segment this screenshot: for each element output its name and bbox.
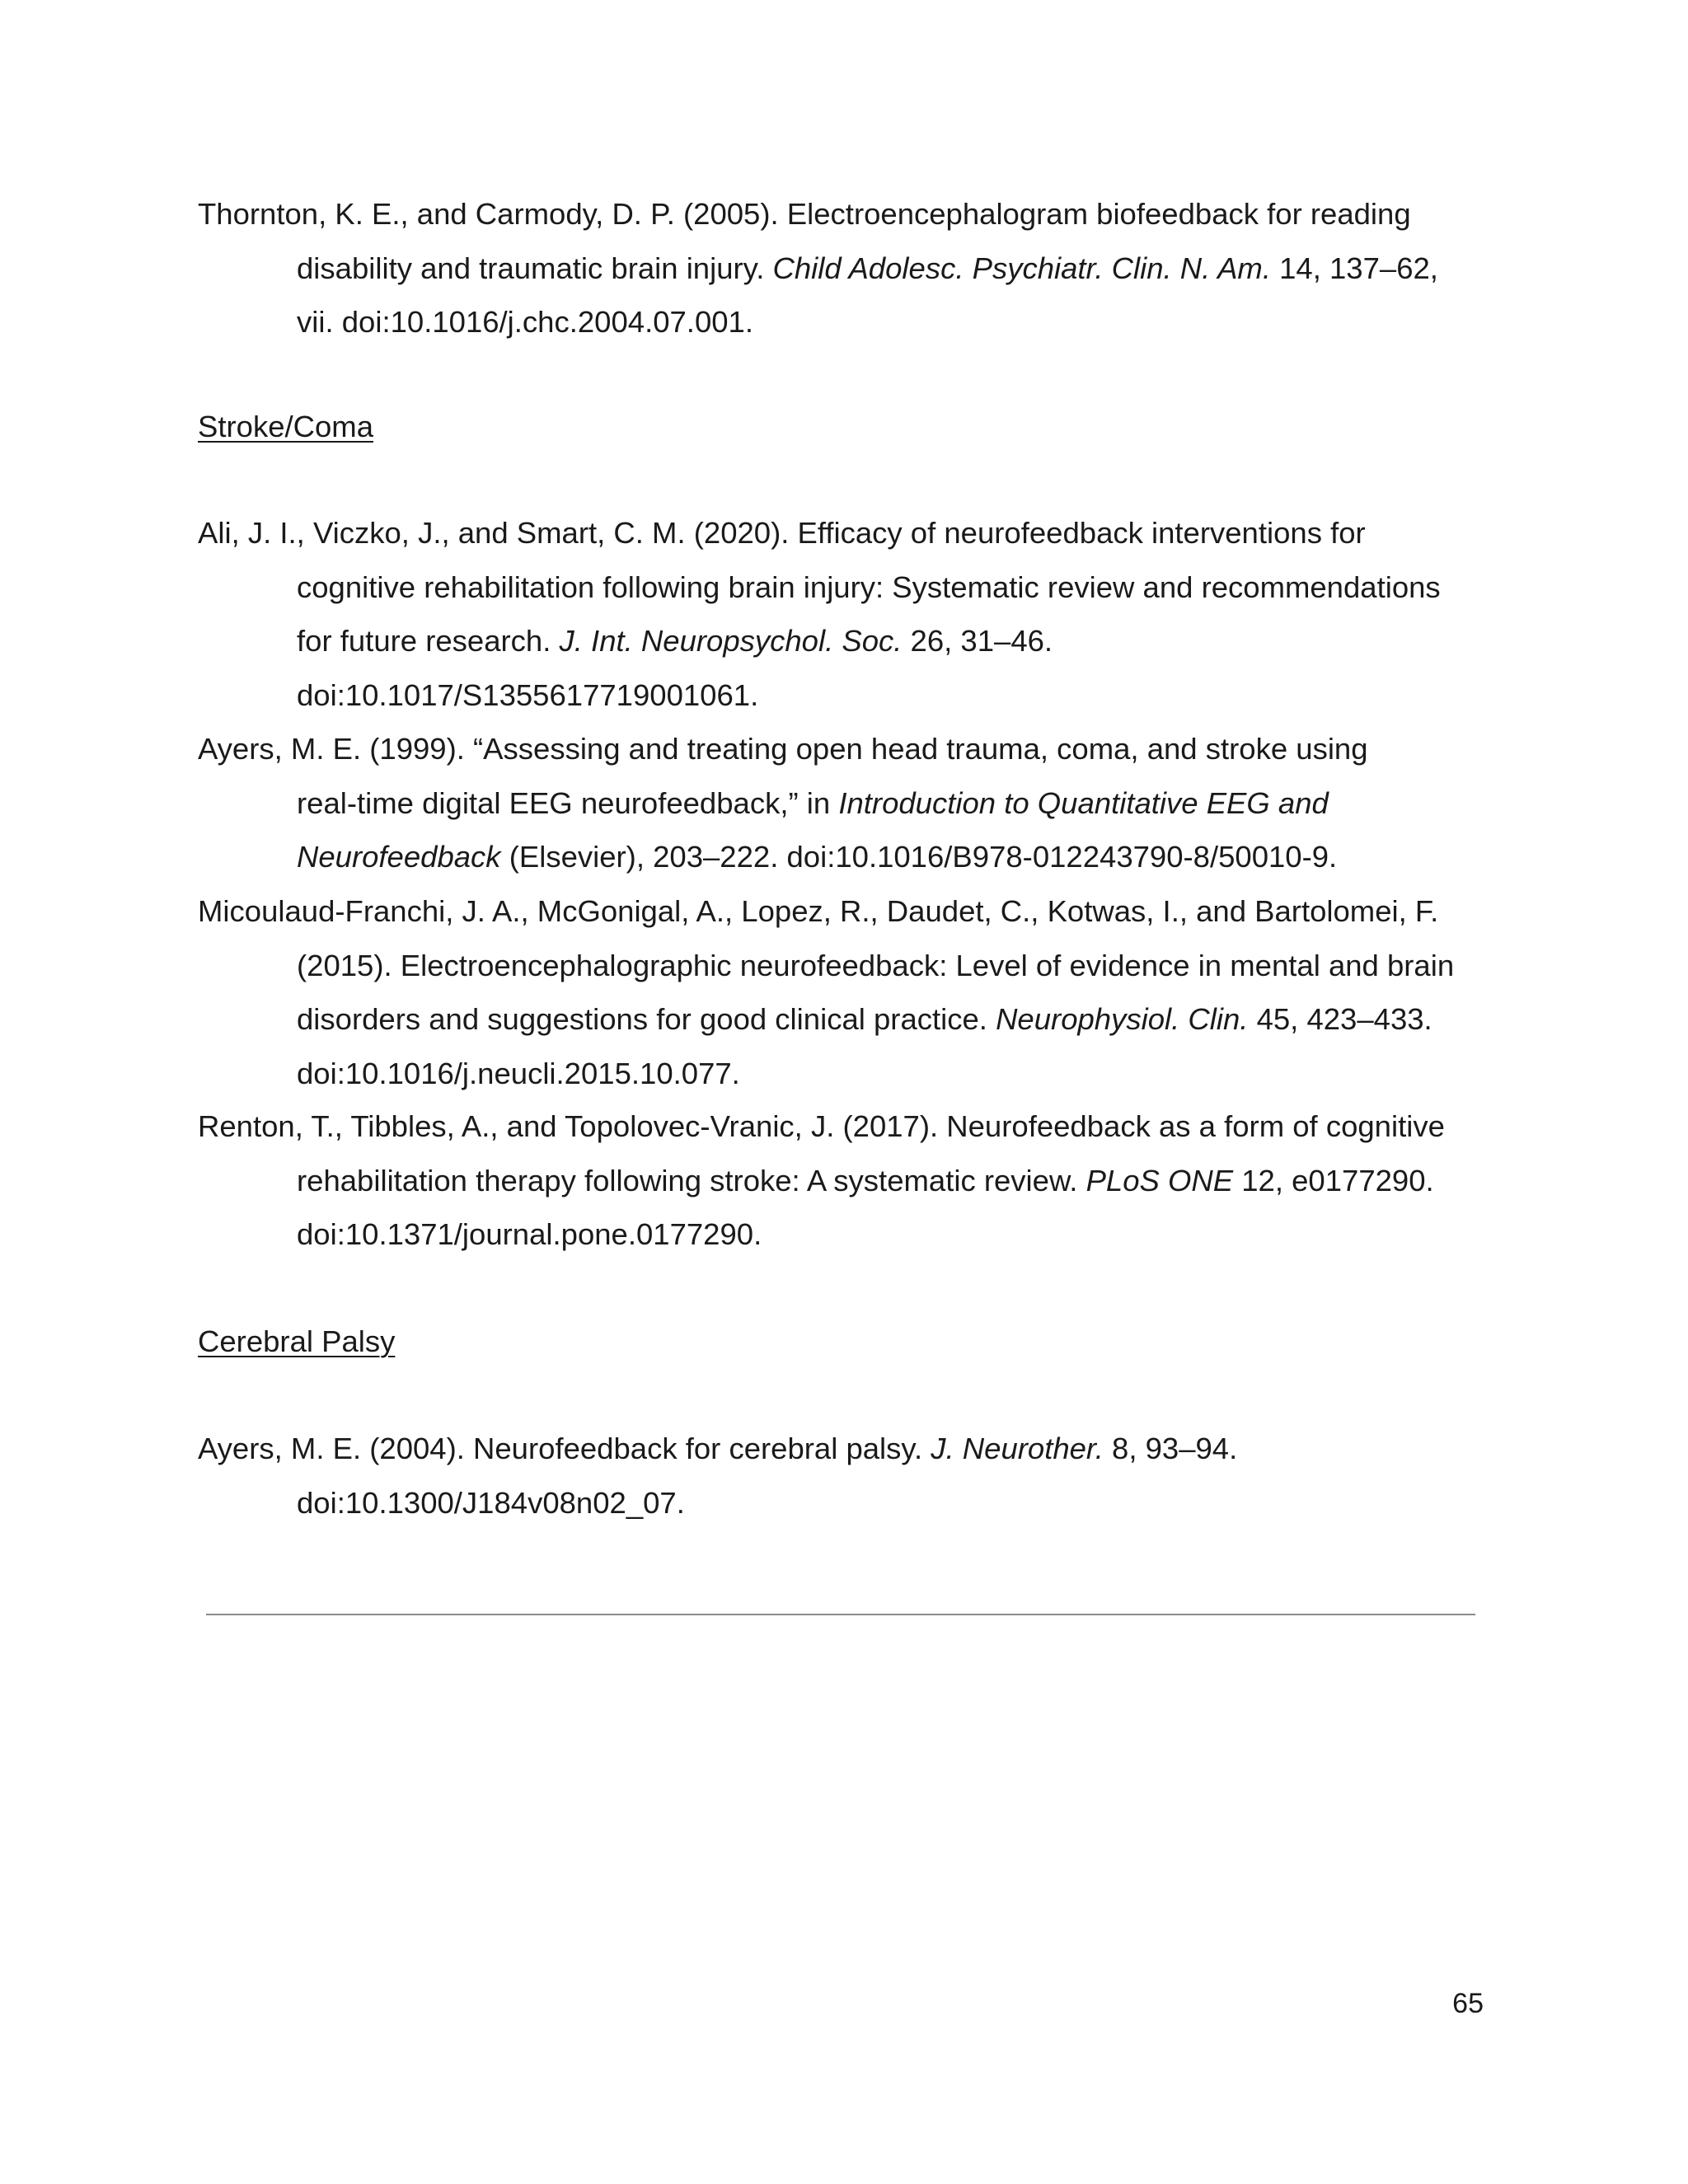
book-title: Neurofeedback [297, 840, 501, 874]
reference-text: 26, 31–46. [902, 624, 1053, 658]
reference-line: Ayers, M. E. (1999). “Assessing and treating open head trauma, coma, and stroke using [198, 732, 1368, 766]
reference-text: Ayers, M. E. (2004). Neurofeedback for cerebral palsy. [198, 1432, 931, 1465]
reference-line [198, 614, 1484, 668]
reference-text: disability and traumatic brain injury. [297, 251, 773, 285]
reference-text: 12, e0177290. [1233, 1163, 1434, 1197]
reference-line [198, 776, 1484, 831]
reference-line: vii. doi:10.1016/j.chc.2004.07.001. [297, 305, 753, 339]
reference-line: doi:10.1017/S1355617719001061. [297, 677, 759, 712]
reference-text: (Elsevier), 203–222. doi:10.1016/B978-012243790-8/50010-9. [500, 840, 1338, 874]
reference-line: doi:10.1371/journal.pone.0177290. [297, 1217, 762, 1251]
reference-ayers-2004 [198, 1422, 1484, 1530]
reference-text: 8, 93–94. [1103, 1432, 1238, 1465]
journal-title: J. Neurother. [931, 1432, 1104, 1465]
section-heading-cerebral-palsy: Cerebral Palsy [198, 1324, 396, 1358]
book-title: Introduction to Quantitative EEG and [838, 785, 1329, 820]
journal-title: J. Int. Neuropsychol. Soc. [559, 624, 903, 658]
reference-text: rehabilitation therapy following stroke: A systematic review. [297, 1163, 1086, 1197]
page-number: 65 [1452, 1988, 1484, 2019]
reference-line: Thornton, K. E., and Carmody, D. P. (2005). Electroencephalogram biofeedback for reading [198, 197, 1411, 231]
reference-line [198, 1154, 1484, 1208]
reference-thornton-2005 [198, 187, 1484, 349]
reference-line: (2015). Electroencephalographic neurofeedback: Level of evidence in mental and brain [297, 948, 1455, 982]
journal-title: Child Adolesc. Psychiatr. Clin. N. Am. [772, 251, 1271, 285]
reference-line [198, 1422, 1484, 1476]
journal-title: Neurophysiol. Clin. [996, 1002, 1249, 1036]
reference-text: real-time digital EEG neurofeedback,” in [297, 785, 839, 820]
reference-ali-2020 [198, 506, 1484, 722]
reference-text: 14, 137–62, [1270, 251, 1438, 285]
reference-text: for future research. [297, 624, 560, 658]
section-heading-stroke-coma: Stroke/Coma [198, 410, 373, 443]
reference-line: Micoulaud-Franchi, J. A., McGonigal, A., Lopez, R., Daudet, C., Kotwas, I., and Bartolomei, F. [198, 894, 1439, 928]
reference-line: doi:10.1300/J184v08n02_07. [297, 1485, 685, 1520]
journal-title: PLoS ONE [1085, 1163, 1234, 1197]
reference-ayers-1999 [198, 722, 1484, 884]
reference-line: cognitive rehabilitation following brain injury: Systematic review and recommendations [297, 569, 1441, 604]
reference-line [198, 241, 1484, 296]
reference-line [198, 992, 1484, 1047]
reference-line: doi:10.1016/j.neucli.2015.10.077. [297, 1056, 740, 1090]
reference-text: 45, 423–433. [1248, 1002, 1432, 1036]
reference-renton-2017 [198, 1099, 1484, 1262]
reference-micoulaud-franchi-2015 [198, 884, 1484, 1100]
reference-line: Ali, J. I., Viczko, J., and Smart, C. M. (2020). Efficacy of neurofeedback interventions for [198, 516, 1366, 550]
reference-line [198, 830, 1484, 884]
reference-line: Renton, T., Tibbles, A., and Topolovec-Vranic, J. (2017). Neurofeedback as a form of cognitive [198, 1109, 1445, 1143]
reference-text: disorders and suggestions for good clinical practice. [297, 1002, 996, 1036]
horizontal-divider [206, 1614, 1475, 1615]
